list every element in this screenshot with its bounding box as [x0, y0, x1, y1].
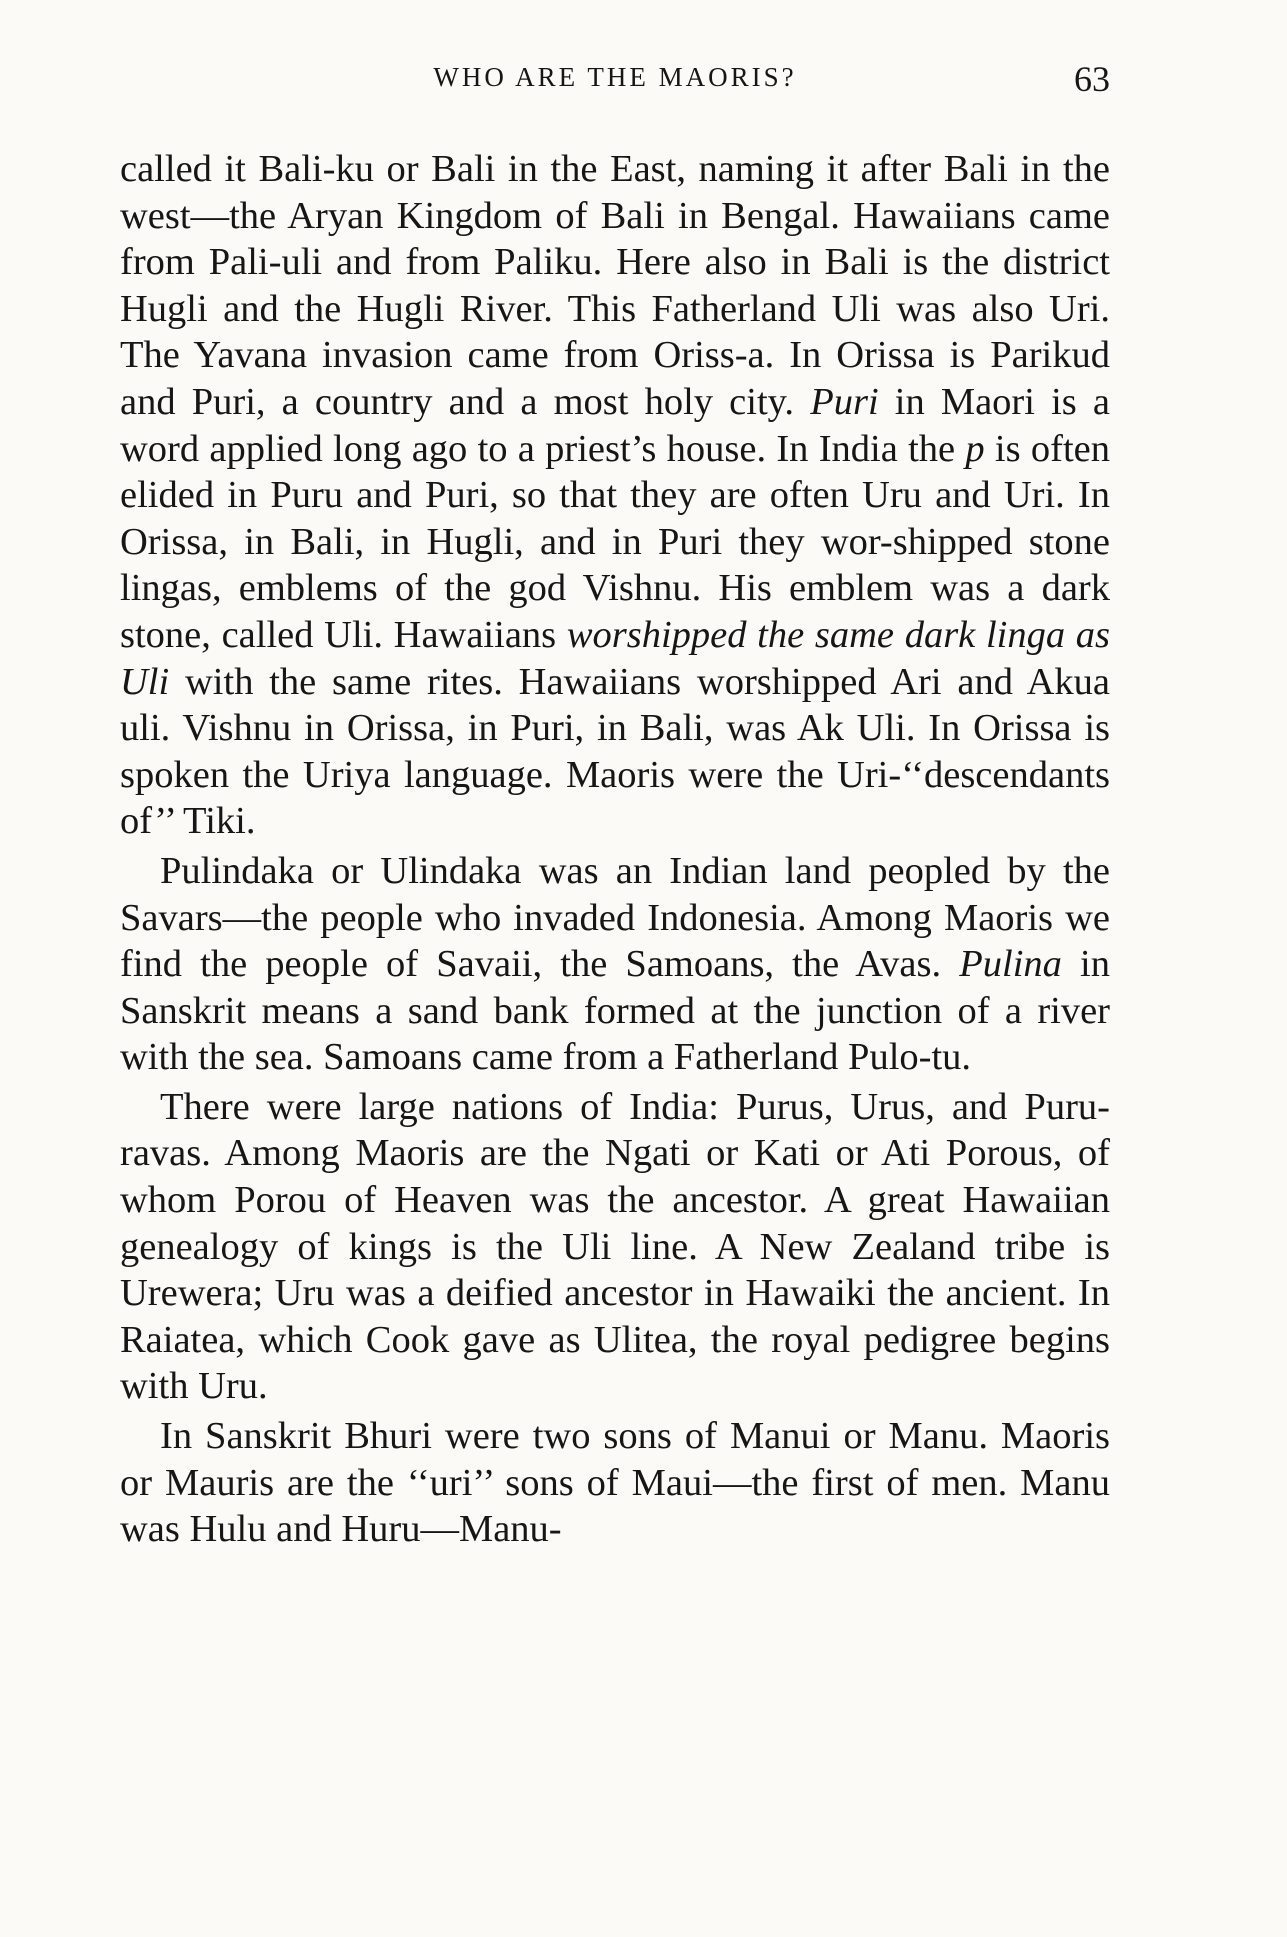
italic-text: Puri	[810, 380, 879, 423]
text-run: in Sanskrit means a sand bank formed at the junction of a river with the sea. Samoans came from a Fatherland Pulo-tu.	[120, 943, 1110, 1079]
paragraph	[120, 1413, 1110, 1553]
running-title: WHO ARE THE MAORIS?	[433, 62, 797, 92]
text-run: is often elided in Puru and Puri, so that they are often Uru and Uri. In Orissa, in Bali, in Hugli, and in Puri they wor-shipped stone lingas, emblems of the god Vishnu. His emblem was a dark stone, called Uli. Hawaiians	[120, 427, 1110, 656]
page-number: 63	[1074, 59, 1110, 99]
text-run: Pulindaka or Ulindaka was an Indian land peopled by the Savars—the people who invaded Indonesia. Among Maoris we find the people of Savaii, the Samoans, the Avas.	[120, 849, 1110, 986]
italic-text: p	[965, 427, 985, 470]
paragraph	[120, 146, 1110, 845]
paragraph	[120, 848, 1110, 1081]
text-run: In Sanskrit Bhuri were two sons of Manui or Manu. Maoris or Mauris are the ‘‘uri’’ sons of Maui—the first of men. Manu was Hulu and Huru—Manu-	[120, 1415, 1110, 1551]
paragraph	[120, 1084, 1110, 1410]
text-run: There were large nations of India: Purus, Urus, and Puru-ravas. Among Maoris are the Ngati or Kati or Ati Porous, of whom Porou of Heaven was the ancestor. A great Hawaiian genealogy of kings is the Uli line. A New Zealand tribe is Urewera; Uru was a deified ancestor in Hawaiki the ancient. In Raiatea, which Cook gave as Ulitea, the royal pedigree begins with Uru.	[120, 1085, 1110, 1408]
running-head	[120, 59, 1110, 102]
body-text	[120, 146, 1110, 1556]
text-run: in Maori is a word applied long ago to a priest’s house. In India the	[120, 380, 1110, 470]
text-run: with the same rites. Hawaiians worshipped Ari and Akua uli. Vishnu in Orissa, in Puri, in Bali, was Ak Uli. In Orissa is spoken the Uriya language. Maoris were the Uri-‘‘descendants of’’ Tiki.	[120, 660, 1110, 843]
text-run: called it Bali-ku or Bali in the East, naming it after Bali in the west—the Aryan Kingdom of Bali in Bengal. Hawaiians came from Pali-uli and from Paliku. Here also in Bali is the district Hugli and the Hugli River. This Fatherland Uli was also Uri. The Yavana invasion came from Oriss-a. In Orissa is Parikud and Puri, a country and a most holy city.	[120, 148, 1110, 423]
italic-text: Pulina	[959, 943, 1062, 986]
italic-text: worshipped the same dark linga as Uli	[120, 613, 1110, 703]
